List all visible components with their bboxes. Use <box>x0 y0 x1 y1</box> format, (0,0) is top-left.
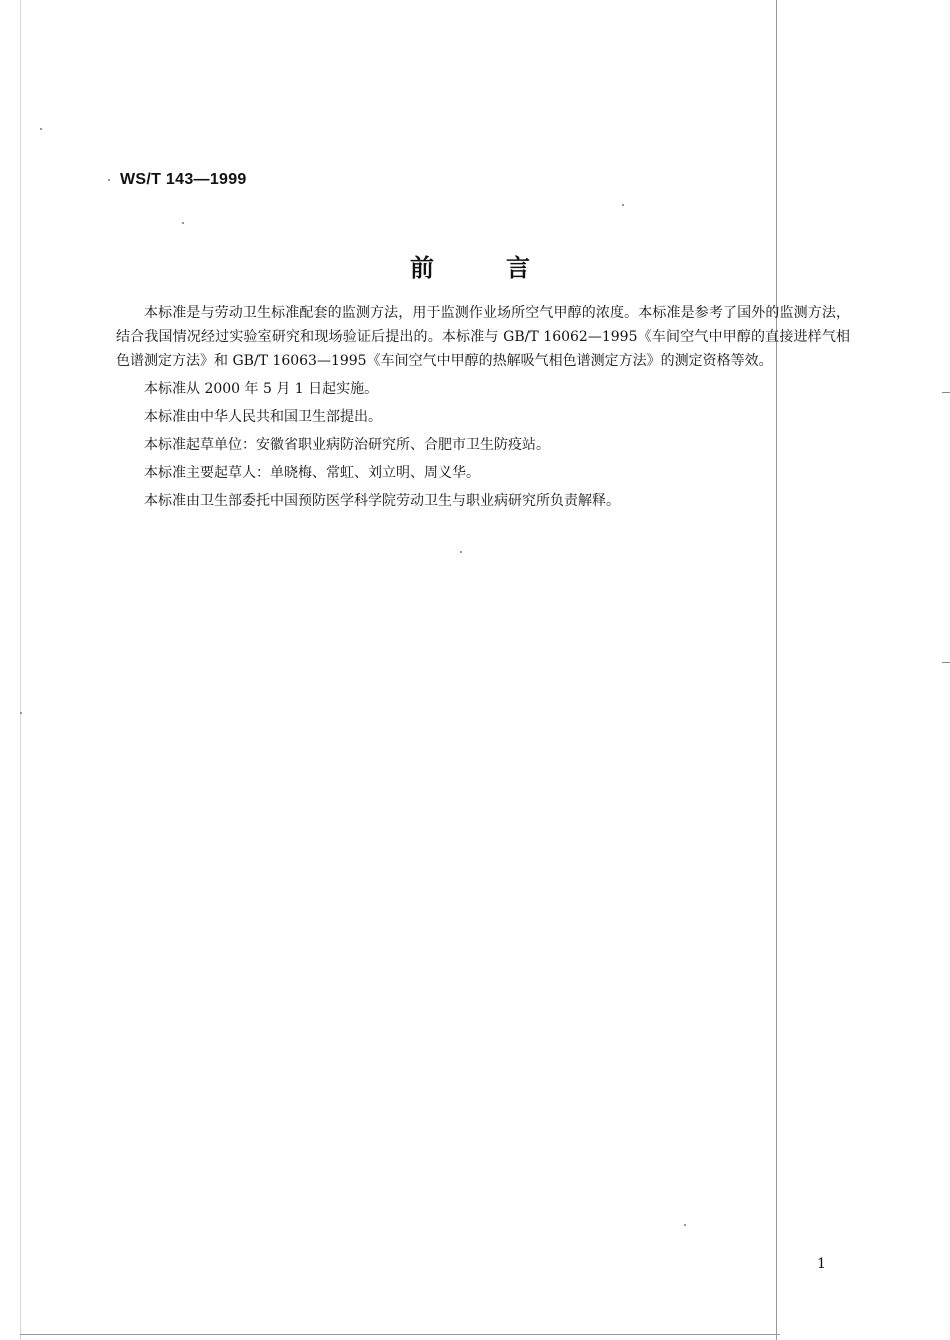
foreword-body <box>116 301 850 513</box>
scan-speck <box>40 128 42 130</box>
scan-edge-tick <box>942 662 950 663</box>
scan-speck <box>182 222 184 224</box>
foreword-paragraph: 本标准由中华人民共和国卫生部提出。 <box>144 409 382 425</box>
scan-speck <box>622 204 624 206</box>
scan-edge-left <box>20 0 21 1340</box>
scan-speck <box>684 1224 686 1226</box>
scan-speck <box>108 179 110 181</box>
scan-speck <box>460 551 462 553</box>
foreword-paragraph: 本标准是与劳动卫生标准配套的监测方法，用于监测作业场所空气甲醇的浓度。本标准是参考了国外的监测方法，结合我国情况经过实验室研究和现场验证后提出的。本标准与 GB/T 16062—1995《车间空气中甲醇的直接进样气相色谱测定方法》和 GB/T 16063—1995《车间空气中甲醇的热解吸气相色谱测定方法》的测定资格等效。 <box>116 305 850 369</box>
page-number: 1 <box>817 1256 826 1272</box>
page-title: 前言 <box>410 254 602 282</box>
scan-fold-line <box>776 0 777 1340</box>
document-code: WS/T 143—1999 <box>120 171 247 188</box>
foreword-paragraph: 本标准主要起草人：单晓梅、常虹、刘立明、周义华。 <box>144 465 480 481</box>
scan-speck <box>20 712 22 714</box>
scan-edge-tick <box>942 392 950 393</box>
foreword-paragraph: 本标准由卫生部委托中国预防医学科学院劳动卫生与职业病研究所负责解释。 <box>144 493 620 509</box>
foreword-paragraph: 本标准从 2000 年 5 月 1 日起实施。 <box>144 381 379 397</box>
foreword-paragraph: 本标准起草单位：安徽省职业病防治研究所、合肥市卫生防疫站。 <box>144 437 550 453</box>
scan-edge-bottom <box>20 1334 780 1335</box>
